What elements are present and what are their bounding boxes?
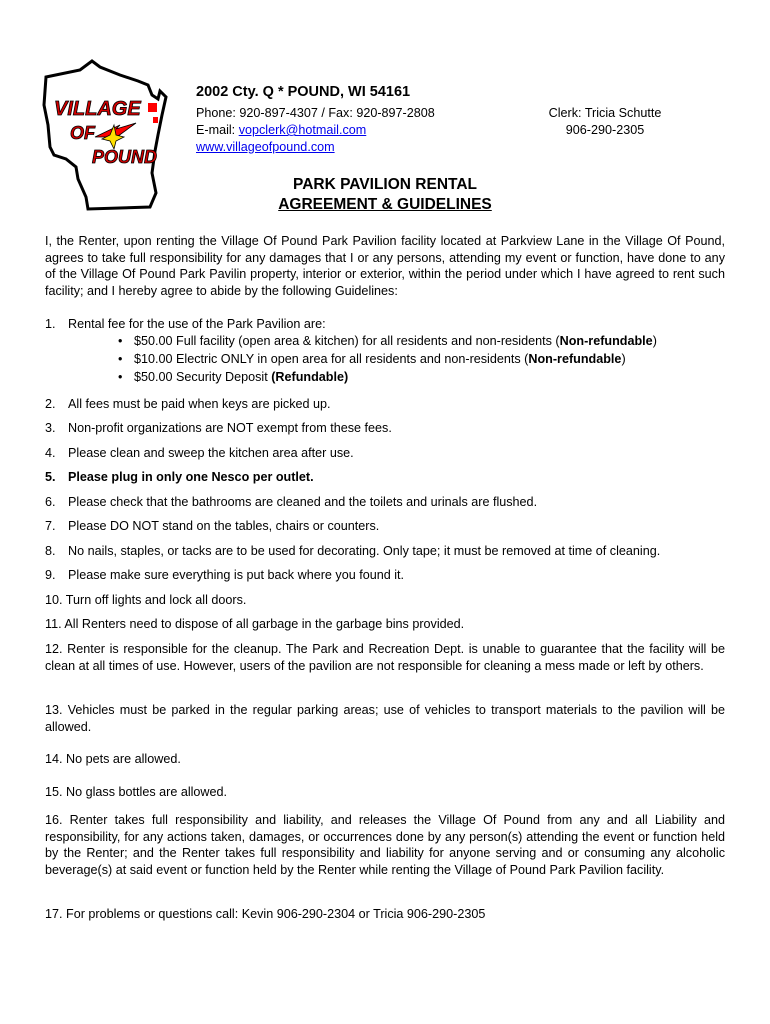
- rule-item: [45, 751, 725, 768]
- intro-paragraph: I, the Renter, upon renting the Village Of Pound Park Pavilion facility located at Parkview Lane in the Village Of Pound, agrees to take full responsibility for any damages that I or any persons, attending my event or function, have done to any of the Village Of Pound Park Pavilin property, interior or exterior, within the period under which I have agreed to rent such facility; and I hereby agree to abide by the following Guidelines:: [45, 234, 725, 298]
- phone-fax: Phone: 920-897-4307 / Fax: 920-897-2808: [196, 106, 435, 120]
- rule-item: [45, 316, 725, 333]
- rule-number: 8.: [45, 544, 56, 558]
- rule-item: [45, 494, 725, 511]
- rule-text: Please plug in only one Nesco per outlet.: [68, 470, 314, 484]
- rule-number: 12.: [45, 642, 63, 656]
- rule-number: 14.: [45, 752, 63, 766]
- rule-text: Please check that the bathrooms are cleaned and the toilets and urinals are flushed.: [68, 495, 538, 509]
- rule-item: [45, 518, 725, 535]
- rule-item: [45, 906, 725, 923]
- rule-text: All fees must be paid when keys are picked up.: [68, 397, 331, 411]
- rule-number: 3.: [45, 421, 56, 435]
- rule-number: 5.: [45, 470, 56, 484]
- rule-number: 17.: [45, 907, 63, 921]
- document-title: [0, 175, 770, 215]
- rule-text: Turn off lights and lock all doors.: [65, 593, 247, 607]
- rule-item: [45, 469, 725, 486]
- rule-text: Please make sure everything is put back where you found it.: [68, 568, 405, 582]
- clerk-phone: 906-290-2305: [565, 123, 645, 137]
- rule-number: 16.: [45, 813, 63, 827]
- rule-text: Non-profit organizations are NOT exempt from these fees.: [68, 421, 392, 435]
- rule-number: 6.: [45, 495, 56, 509]
- rule-number: 13.: [45, 703, 63, 717]
- fee-item: • $50.00 Security Deposit (Refundable): [118, 368, 657, 386]
- rule-text: No nails, staples, or tacks are to be used for decorating. Only tape; it must be removed at time of cleaning.: [68, 544, 661, 558]
- rule-number: 15.: [45, 785, 63, 799]
- fee-list: [118, 332, 657, 386]
- fee-item: • $50.00 Full facility (open area & kitchen) for all residents and non-residents (Non-refundable): [118, 332, 657, 350]
- title-line2: AGREEMENT & GUIDELINES: [278, 196, 492, 213]
- email-line: [196, 122, 435, 139]
- fee-item: • $10.00 Electric ONLY in open area for all residents and non-residents (Non-refundable): [118, 350, 657, 368]
- clerk-block: [520, 105, 690, 139]
- website-link[interactable]: www.villageofpound.com: [196, 140, 335, 154]
- rule-text: Renter is responsible for the cleanup. The Park and Recreation Dept. is unable to guarantee that the facility will be clean at all times of use. However, users of the pavilion are not responsible for cleaning a mess made or left by others.: [45, 642, 726, 673]
- village-address: 2002 Cty. Q * POUND, WI 54161: [196, 84, 411, 100]
- rule-item: [45, 592, 725, 609]
- rule-number: 4.: [45, 446, 56, 460]
- rule-item: [45, 784, 725, 801]
- clerk-name: Clerk: Tricia Schutte: [548, 106, 662, 120]
- rule-item: [45, 543, 725, 560]
- rule-number: 9.: [45, 568, 56, 582]
- rule-number: 2.: [45, 397, 56, 411]
- rule-item: [45, 445, 725, 462]
- logo-line1: VILLAGE: [54, 98, 141, 120]
- rule-text: All Renters need to dispose of all garbage in the garbage bins provided.: [64, 617, 465, 631]
- rule-item: [45, 812, 725, 878]
- rule-item: [45, 702, 725, 735]
- rule-text: Please clean and sweep the kitchen area after use.: [68, 446, 354, 460]
- rule-number: 1.: [45, 317, 56, 331]
- contact-block: [196, 105, 435, 156]
- rule-text: No glass bottles are allowed.: [66, 785, 228, 799]
- email-link[interactable]: vopclerk@hotmail.com: [238, 123, 367, 137]
- rule-item: [45, 420, 725, 437]
- rule-item: [45, 567, 725, 584]
- rule-text: For problems or questions call: Kevin 906-290-2304 or Tricia 906-290-2305: [66, 907, 486, 921]
- rule-item: [45, 616, 725, 633]
- rule-text: Vehicles must be parked in the regular parking areas; use of vehicles to transport materials to the pavilion will be allowed.: [45, 703, 726, 734]
- rule-number: 7.: [45, 519, 56, 533]
- email-label: E-mail:: [196, 123, 239, 137]
- rule-item: [45, 641, 725, 674]
- rule-text: No pets are allowed.: [66, 752, 181, 766]
- rule-text: Please DO NOT stand on the tables, chairs or counters.: [68, 519, 380, 533]
- rule-number: 10.: [45, 593, 63, 607]
- title-line1: PARK PAVILION RENTAL: [293, 176, 477, 193]
- rule-item: [45, 396, 725, 413]
- rule-number: 11.: [45, 617, 62, 631]
- logo-line2: OF: [70, 123, 95, 143]
- rule-text: Renter takes full responsibility and liability, and releases the Village Of Pound from any and all Liability and responsibility, for any actions taken, damages, or occurrences done by any person(s) attending the event or function held by the Renter; and the Renter takes full responsibility and liability for anyone serving and or consuming any alcoholic beverage(s) at said event or function held by the Renter while renting the Village of Pound Park Pavilion facility.: [45, 813, 725, 877]
- logo-line3: POUND: [92, 147, 158, 167]
- rule-text: Rental fee for the use of the Park Pavilion are:: [68, 317, 326, 331]
